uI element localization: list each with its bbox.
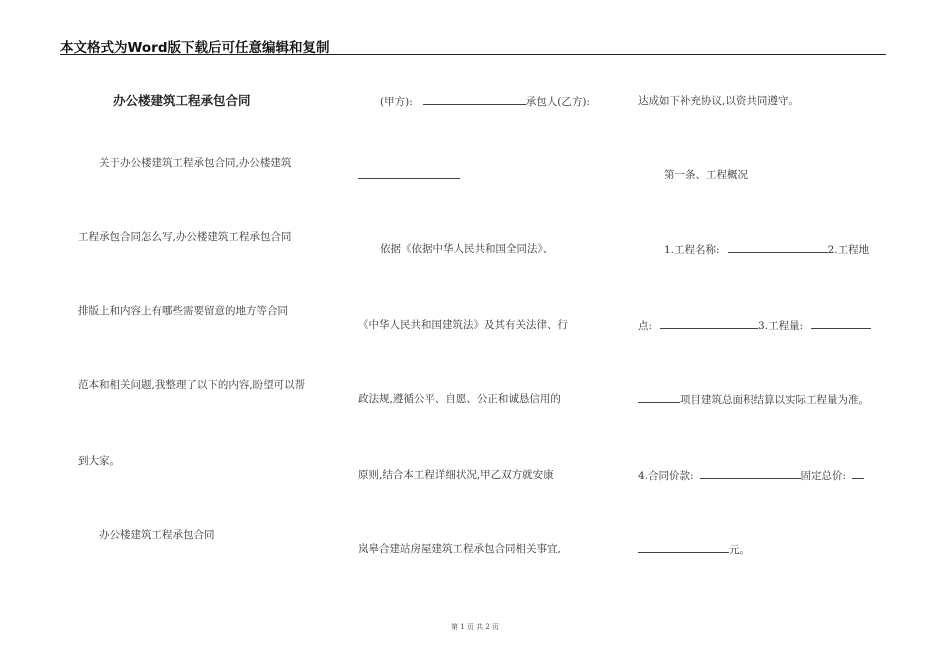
party-a-label: (甲方): [380,96,413,108]
price-line [638,468,864,483]
page-header [60,36,886,55]
intro-line-4: 范本和相关问题,我整理了以下的内容,盼望可以帮 [78,379,306,391]
price-label: 4.合同价款: [638,470,694,482]
quantity-blank [811,318,871,329]
basis-line-5: 岚皋合建站房屋建筑工程承包合同相关事宜, [358,543,561,555]
page-footer: 第 1 页 共 2 页 [450,623,500,631]
basis-line-1: 依据《依据中华人民共和国全同法》、 [380,243,554,255]
intro-line-5: 到大家。 [78,455,120,467]
section-heading: 办公楼建筑工程承包合同 [99,529,215,541]
party-b-blank [358,168,460,179]
party-b-label: 承包人(乙方): [525,96,590,108]
project-name-label: 1.工程名称: [664,244,720,256]
location-line [638,318,871,333]
document-title: 办公楼建筑工程承包合同 [113,93,251,108]
article-heading: 第一条、工程概况 [664,169,748,181]
quantity-note-line [638,392,869,407]
basis-line-4: 原则,结合本工程详细状况,甲乙双方就安康 [358,469,554,481]
fixed-price-blank [852,468,864,479]
party-line [380,94,590,109]
agreement-line: 达成如下补充协议,以资共同遵守。 [638,95,799,107]
header-title: 本文格式为Word版下载后可任意编辑和复制 [60,40,330,56]
quantity-note: 项目建筑总面积结算以实际工程量为准。 [680,394,869,406]
yuan-line [638,542,750,557]
yuan-label: 元。 [729,544,750,556]
basis-line-3: 政法规,遵循公平、自愿、公正和诚恳信用的 [358,393,561,405]
intro-line-2: 工程承包合同怎么写,办公楼建筑工程承包合同 [78,231,292,243]
price-blank [700,468,801,479]
project-location-label: 2.工程地 [827,244,870,256]
location-blank [660,318,758,329]
quantity-label: 3.工程量: [758,320,804,332]
basis-line-2: 《中华人民共和国建筑法》及其有关法律、行 [358,319,568,331]
party-a-blank [423,94,526,105]
intro-line-1: 关于办公楼建筑工程承包合同,办公楼建筑 [99,157,292,169]
fixed-price-label: 固定总价: [800,470,847,482]
party-b-line [358,168,460,183]
intro-line-3: 排版上和内容上有哪些需要留意的地方等合同 [78,305,288,317]
yuan-blank [638,542,729,553]
project-name-blank [728,242,828,253]
quantity-cont-blank [638,392,680,403]
location-cont: 点: [638,320,653,332]
project-name-line [664,242,869,257]
